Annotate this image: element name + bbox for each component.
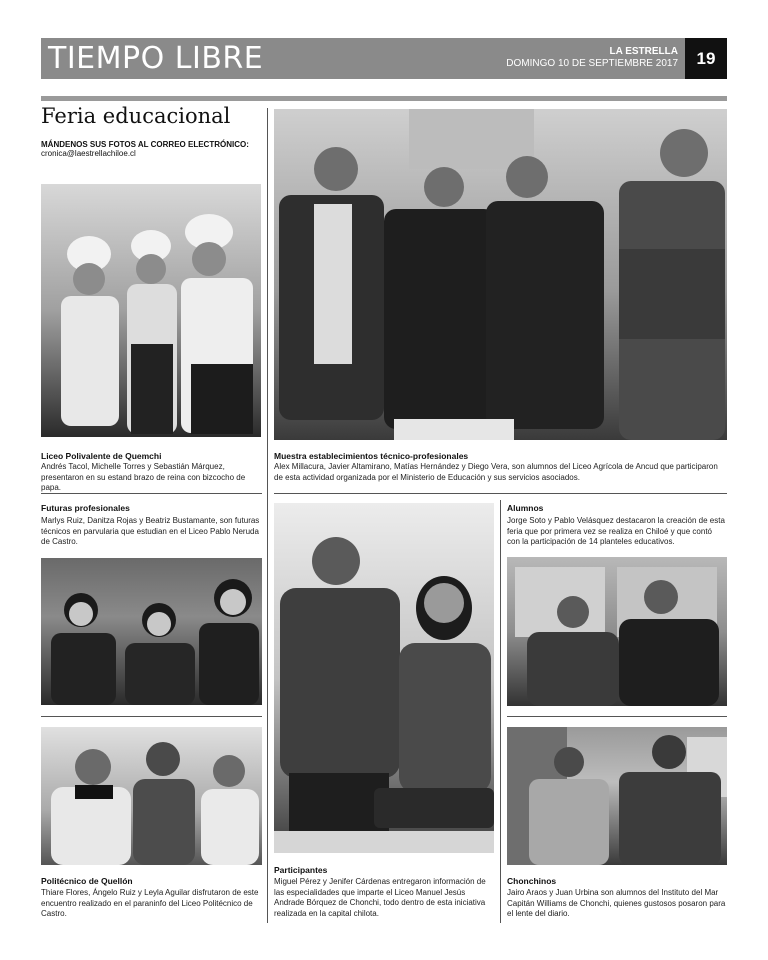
caption-divider	[41, 716, 262, 717]
section-title: TIEMPO LIBRE	[48, 41, 264, 76]
photo-caption-chonchinos: Jairo Araos y Juan Urbina son alumnos del Instituto del Mar Capitán Williams de Chonchi, quienes gustosos posaron para el lente del diario.	[507, 888, 726, 918]
publication-name: LA ESTRELLA	[609, 46, 678, 57]
column-divider-right	[500, 500, 501, 923]
photo-chonchinos	[507, 727, 727, 865]
caption-divider	[274, 493, 727, 494]
photo-participantes	[274, 503, 494, 853]
caption-divider	[41, 493, 262, 494]
photo-title-participantes: Participantes	[274, 865, 328, 875]
photo-quellon	[41, 727, 262, 865]
photo-caption-quemchi: Andrés Tacol, Michelle Torres y Sebastián Márquez, presentaron en su estand brazo de reina con bizcocho de papa.	[41, 462, 246, 492]
photo-title-chonchinos: Chonchinos	[507, 876, 557, 886]
photo-title-quellon: Politécnico de Quellón	[41, 876, 133, 886]
photo-muestra	[274, 109, 727, 440]
publication-date: DOMINGO 10 DE SEPTIEMBRE 2017	[506, 58, 678, 69]
column-divider-left	[267, 108, 268, 923]
photo-title-alumnos: Alumnos	[507, 503, 544, 513]
page-number: 19	[696, 49, 716, 68]
photo-title-muestra: Muestra establecimientos técnico-profesionales	[274, 451, 469, 461]
photo-caption-participantes: Miguel Pérez y Jenifer Cárdenas entregaron información de las especialidades que imparte el Liceo Manuel Jesús Andrade Bórquez de Chonchi, todo dentro de esta iniciativa realizada en la capital chilota.	[274, 877, 486, 918]
photo-futuras	[41, 558, 262, 705]
photo-title-futuras: Futuras profesionales	[41, 503, 130, 513]
contact-email[interactable]: cronica@laestrellachiloe.cl	[41, 149, 136, 158]
contact-label: MÁNDENOS SUS FOTOS AL CORREO ELECTRÓNICO:	[41, 140, 249, 149]
photo-caption-alumnos: Jorge Soto y Pablo Velásquez destacaron la creación de esta feria que por primera vez se realiza en Chiloé y que contó con la participación de 14 planteles educativos.	[507, 516, 725, 546]
photo-title-quemchi: Liceo Polivalente de Quemchi	[41, 451, 162, 461]
photo-caption-muestra: Alex Millacura, Javier Altamirano, Matías Hernández y Diego Vera, son alumnos del Liceo Agrícola de Ancud que participaron de esta actividad organizada por el Ministerio de Educación y sus servicios asociados.	[274, 462, 718, 482]
caption-divider	[507, 716, 727, 717]
top-divider	[41, 96, 727, 101]
photo-alumnos	[507, 557, 727, 706]
photo-caption-quellon: Thiare Flores, Ángelo Ruiz y Leyla Aguilar disfrutaron de este encuentro realizado en el paraninfo del Liceo Politécnico de Castro.	[41, 888, 259, 918]
photo-caption-futuras: Marlys Ruiz, Danitza Rojas y Beatriz Bustamante, son futuras técnicos en parvularia que estudian en el Liceo Pablo Neruda de Castro.	[41, 516, 260, 546]
photo-quemchi	[41, 184, 261, 437]
article-headline: Feria educacional	[41, 104, 231, 128]
